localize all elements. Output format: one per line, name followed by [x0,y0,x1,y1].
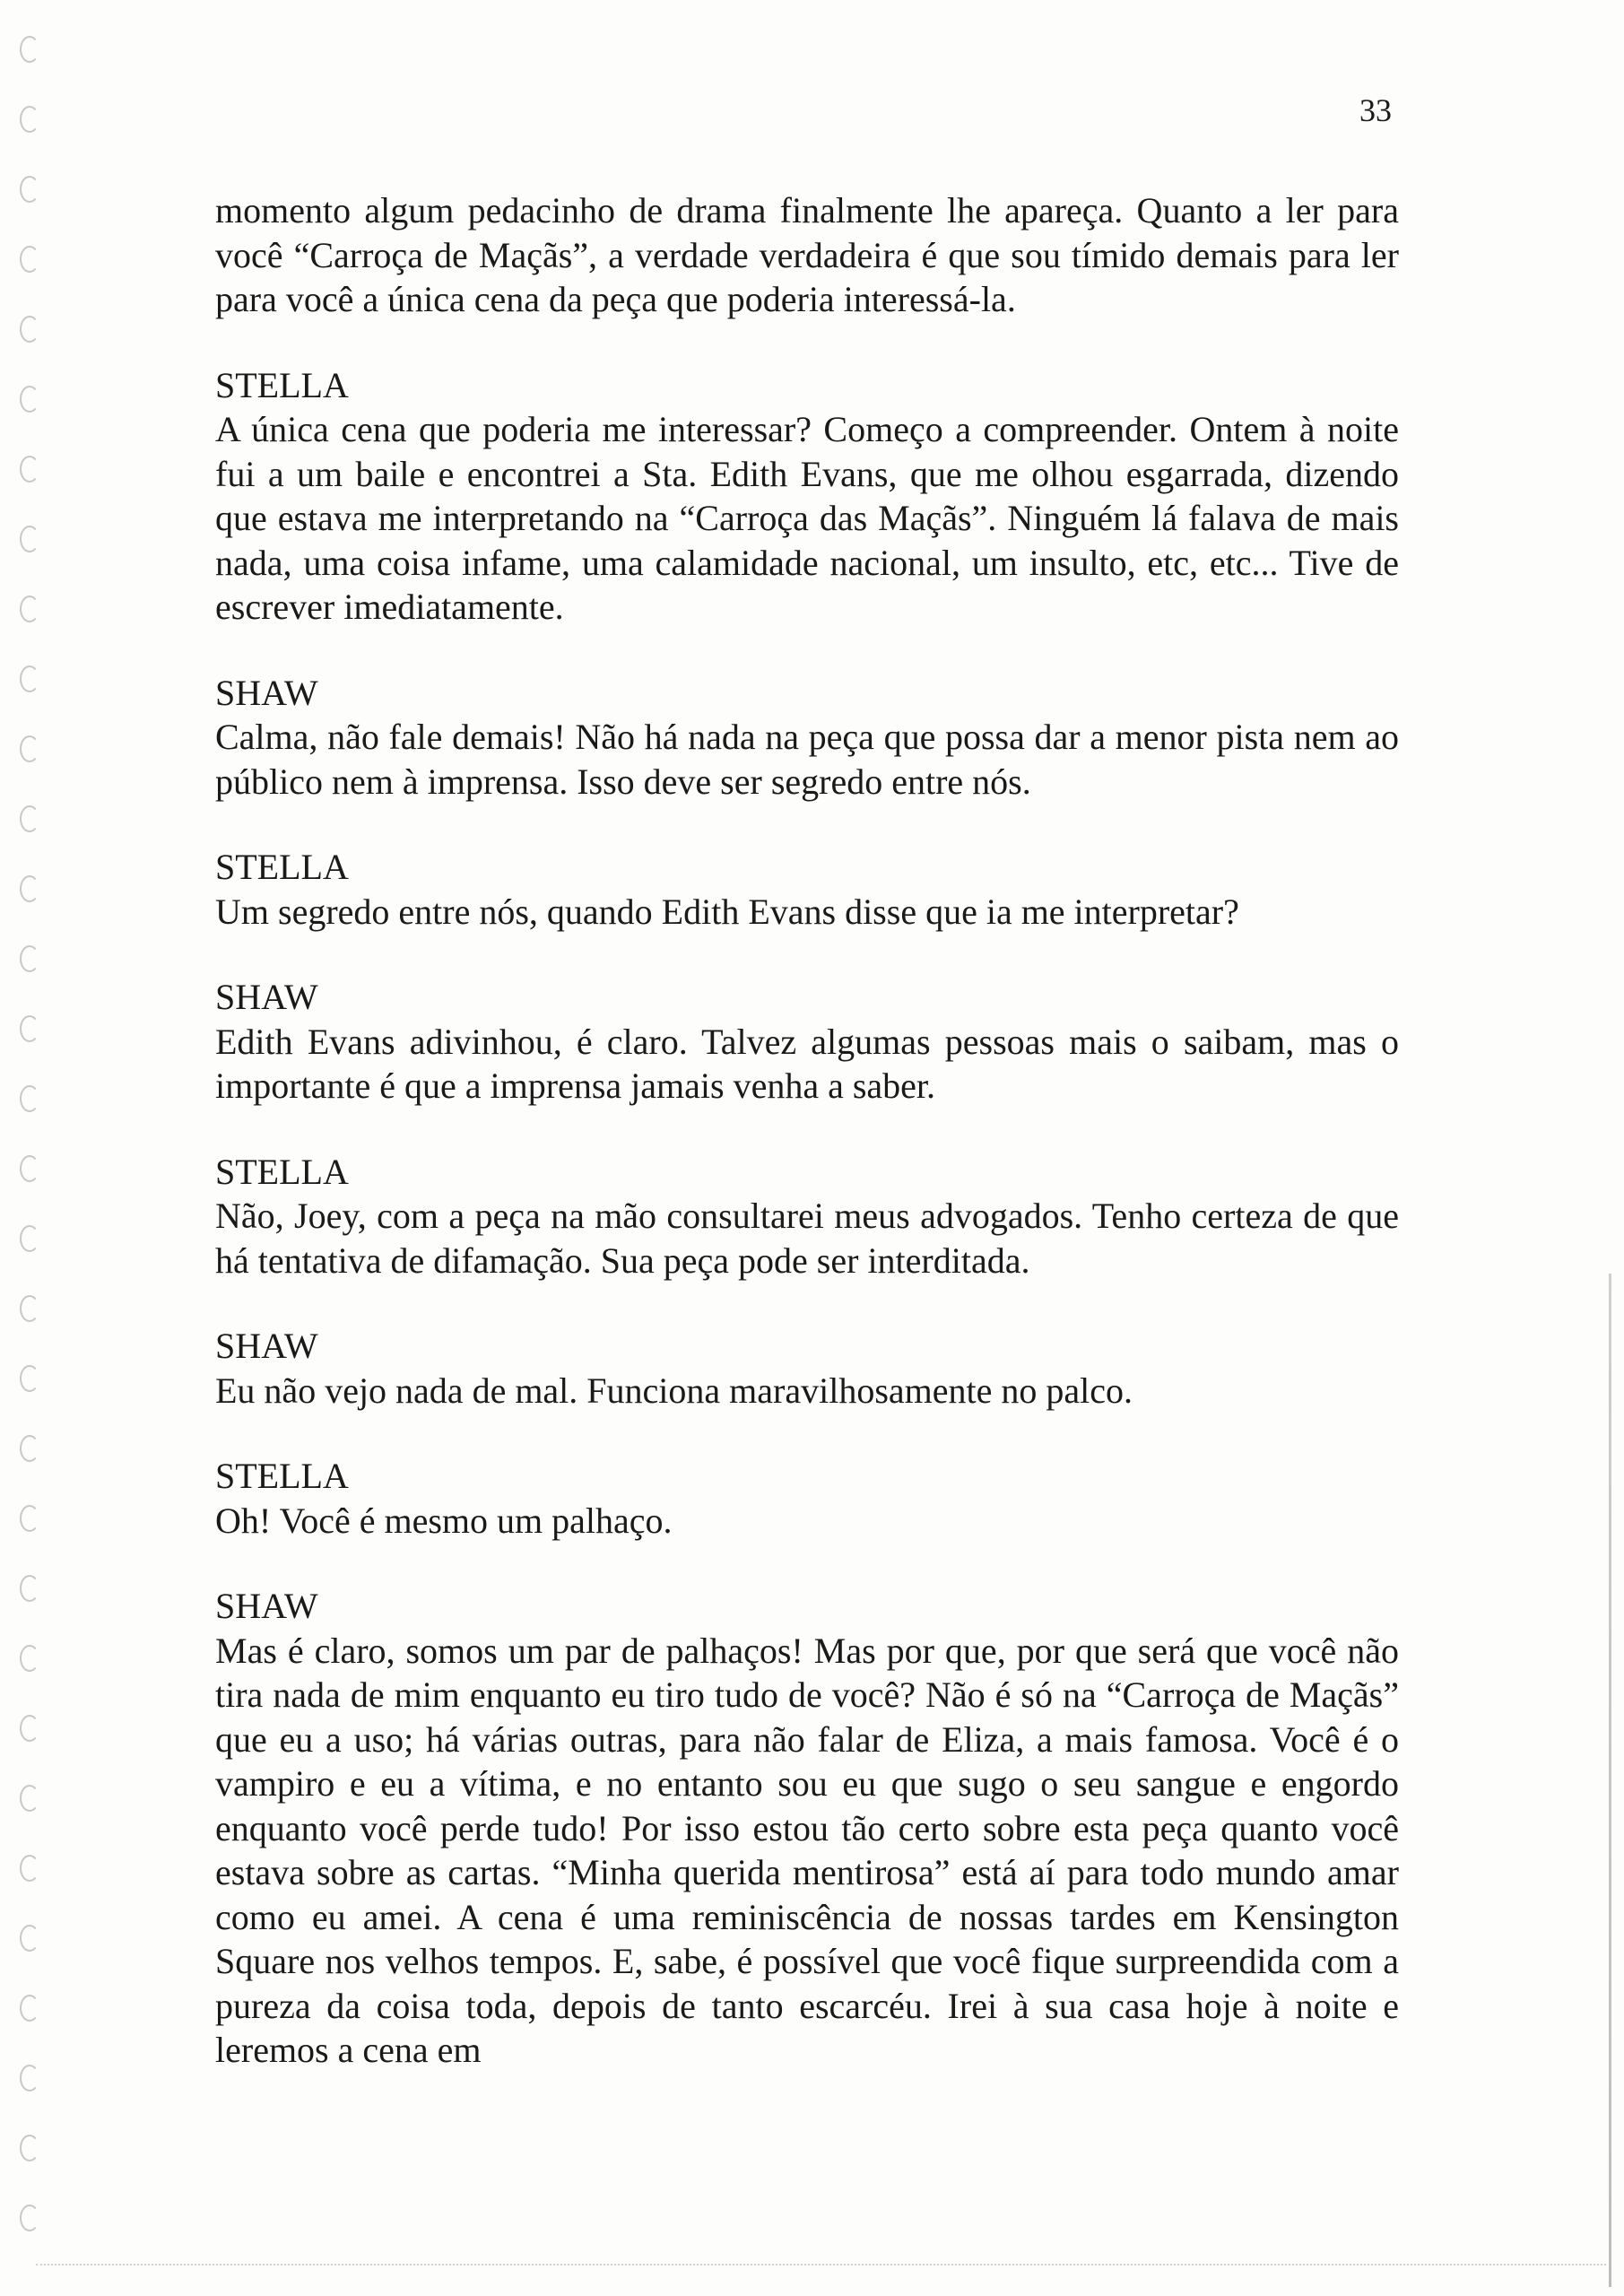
binder-hole [20,36,39,63]
binder-hole [20,1015,39,1042]
speaker-name: STELLA [215,364,349,405]
binder-hole [20,1295,39,1322]
binder-hole [20,1085,39,1112]
speech-block [215,671,1399,804]
opening-paragraph: momento algum pedacinho de drama finalmente lhe apareça. Quanto a ler para você “Carroça de Maçãs”, a verdade verdadeira é que sou tímido demais para ler para você a única cena da peça que poderia interessá-la. [215,190,1399,319]
binder-hole [20,456,39,483]
binder-hole [20,875,39,902]
binder-hole [20,106,39,133]
speaker-name: SHAW [215,672,318,713]
binder-hole [20,2205,39,2231]
speech-text: Edith Evans adivinhou, é claro. Talvez algumas pessoas mais o saibam, mas o importante é que a imprensa jamais venha a saber. [215,1021,1399,1106]
binder-hole [20,1995,39,2022]
binder-hole [20,176,39,203]
binder-hole [20,1855,39,1882]
binder-hole [20,526,39,552]
binder-hole [20,1155,39,1182]
binder-hole [20,665,39,692]
speech-block [215,1150,1399,1283]
speech-text: Calma, não fale demais! Não há nada na peça que possa dar a menor pista nem ao público nem à imprensa. Isso deve ser segredo entre nós. [215,717,1399,802]
binder-hole [20,805,39,832]
binder-hole [20,1785,39,1812]
binder-hole [20,386,39,413]
speaker-name: SHAW [215,1326,318,1366]
speech-block [215,1584,1399,2073]
speaker-name: SHAW [215,1586,318,1626]
binder-hole [20,1505,39,1532]
binder-hole [20,1715,39,1742]
binder-hole [20,2065,39,2092]
binder-hole [20,1365,39,1392]
binder-hole [20,246,39,273]
speech-text: Oh! Você é mesmo um palhaço. [215,1500,673,1541]
speech-block [215,1454,1399,1543]
speech-block [215,1324,1399,1413]
binder-hole [20,2135,39,2161]
binder-hole [20,316,39,343]
binder-holes [20,36,47,2278]
page-number: 33 [1359,92,1392,128]
speech-block [215,363,1399,630]
speech-text: Mas é claro, somos um par de palhaços! Mas por que, por que será que você não tira nada de mim enquanto eu tiro tudo de você? Não é só na “Carroça de Maçãs” que eu a uso; há várias outras, para não falar de Eliza, a mais famosa. Você é o vampiro e eu a vítima, e no entanto sou eu que sugo o seu sangue e engordo enquanto você perde tudo! Por isso estou tão certo sobre esta peça quanto você estava sobre as cartas. “Minha querida mentirosa” está aí para todo mundo amar como eu amei. A cena é uma reminiscência de nossas tardes em Kensington Square nos velhos tempos. E, sabe, é possível que você fique surpreendida com a pureza da coisa toda, depois de tanto escarcéu. Irei à sua casa hoje à noite e leremos a cena em [215,1630,1399,2070]
speech-text: Não, Joey, com a peça na mão consultarei meus advogados. Tenho certeza de que há tentativa de difamação. Sua peça pode ser interditada. [215,1196,1399,1281]
speech-block [215,975,1399,1109]
speech-block [215,845,1399,934]
binder-hole [20,945,39,972]
binder-hole [20,1645,39,1672]
speaker-name: STELLA [215,1151,349,1192]
binder-hole [20,1925,39,1952]
binder-hole [20,596,39,622]
binder-hole [20,1575,39,1602]
speech-text: Um segredo entre nós, quando Edith Evans disse que ia me interpretar? [215,891,1239,932]
speaker-name: STELLA [215,1456,349,1496]
binder-hole [20,1435,39,1462]
page-edge-bottom [36,2264,1606,2266]
page-edge-right [1609,1274,1611,2287]
binder-hole [20,1225,39,1252]
speaker-name: STELLA [215,847,349,887]
page-body [215,188,1399,2073]
speech-text: Eu não vejo nada de mal. Funciona maravilhosamente no palco. [215,1370,1133,1411]
speaker-name: SHAW [215,977,318,1017]
speech-text: A única cena que poderia me interessar? Começo a compreender. Ontem à noite fui a um baile e encontrei a Sta. Edith Evans, que me olhou esgarrada, dizendo que estava me interpretando na “Carroça das Maçãs”. Ninguém lá falava de mais nada, uma coisa infame, uma calamidade nacional, um insulto, etc, etc... Tive de escrever imediatamente. [215,409,1399,627]
binder-hole [20,735,39,762]
